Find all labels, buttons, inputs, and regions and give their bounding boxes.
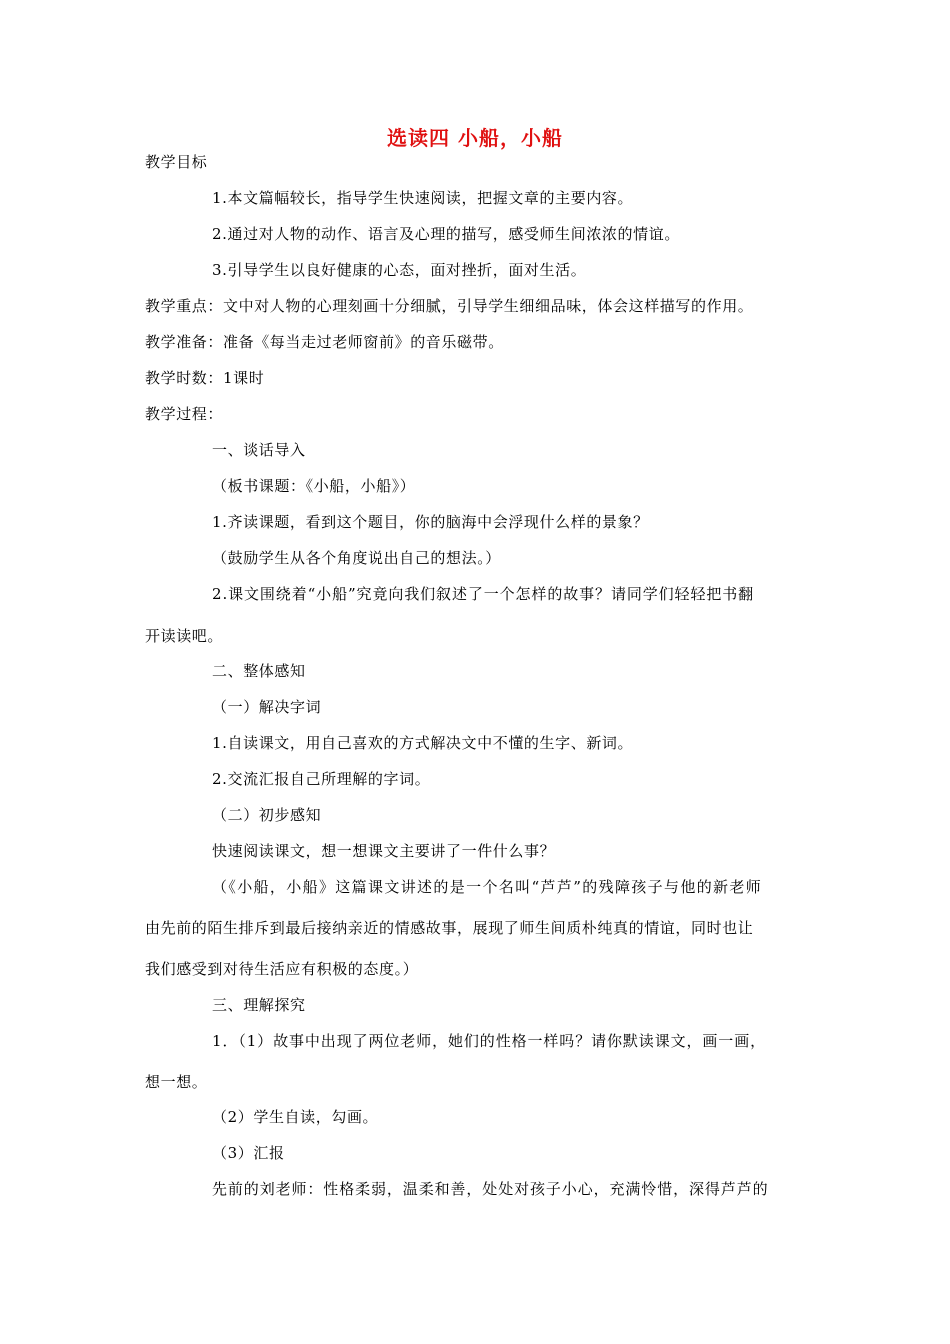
paragraph-words-1: 1.自读课文，用自己喜欢的方式解决文中不懂的生字、新词。 xyxy=(212,734,634,752)
paragraph-step-1: 1.齐读课题，看到这个题目，你的脑海中会浮现什么样的景象？ xyxy=(212,513,649,531)
part-2-heading: 二、整体感知 xyxy=(212,662,306,680)
paragraph-perception: 快速阅读课文，想一想课文主要讲了一件什么事？ xyxy=(212,842,556,860)
paragraph-question-1: 1．（1）故事中出现了两位老师，她们的性格一样吗？请你默读课文，画一画， xyxy=(212,1032,766,1050)
paragraph-summary-cont-2: 我们感受到对待生活应有积极的态度。） xyxy=(145,960,419,978)
teaching-preparation: 教学准备：准备《每当走过老师窗前》的音乐磁带。 xyxy=(145,333,504,351)
objective-3: 3.引导学生以良好健康的心态，面对挫折，面对生活。 xyxy=(212,261,587,279)
paragraph-words-2: 2.交流汇报自己所理解的字词。 xyxy=(212,770,431,788)
paragraph-step-2-cont: 开读读吧。 xyxy=(145,627,224,645)
objective-2: 2.通过对人物的动作、语言及心理的描写，感受师生间浓浓的情谊。 xyxy=(212,225,680,243)
paragraph-self-read: （2）学生自读，勾画。 xyxy=(212,1108,379,1126)
paragraph-step-2: 2.课文围绕着“小船”究竟向我们叙述了一个怎样的故事？请同学们轻轻把书翻 xyxy=(212,585,755,603)
paragraph-summary: （《小船，小船》这篇课文讲述的是一个名叫“芦芦”的残障孩子与他的新老师 xyxy=(212,878,763,896)
paragraph-board-title: （板书课题：《小船，小船》） xyxy=(212,477,416,495)
paragraph-summary-cont-1: 由先前的陌生排斥到最后接纳亲近的情感故事，展现了师生间质朴纯真的情谊，同时也让 xyxy=(145,919,754,937)
paragraph-encourage: （鼓励学生从各个角度说出自己的想法。） xyxy=(212,549,501,567)
paragraph-report: （3）汇报 xyxy=(212,1144,285,1162)
subsection-perception: （二）初步感知 xyxy=(212,806,322,824)
page-title: 选读四 小船，小船 xyxy=(387,126,563,150)
objective-1: 1.本文篇幅较长，指导学生快速阅读，把握文章的主要内容。 xyxy=(212,189,634,207)
paragraph-question-1-cont: 想一想。 xyxy=(145,1073,208,1091)
section-heading-process: 教学过程： xyxy=(145,405,224,423)
paragraph-teacher-liu: 先前的刘老师：性格柔弱，温柔和善，处处对孩子小心，充满怜惜，深得芦芦的 xyxy=(212,1180,769,1198)
subsection-words: （一）解决字词 xyxy=(212,698,322,716)
part-3-heading: 三、理解探究 xyxy=(212,996,306,1014)
part-1-heading: 一、谈话导入 xyxy=(212,441,306,459)
teaching-focus: 教学重点：文中对人物的心理刻画十分细腻，引导学生细细品味，体会这样描写的作用。 xyxy=(145,297,754,315)
section-heading-objectives: 教学目标 xyxy=(145,153,208,171)
teaching-hours: 教学时数：1课时 xyxy=(145,369,265,387)
